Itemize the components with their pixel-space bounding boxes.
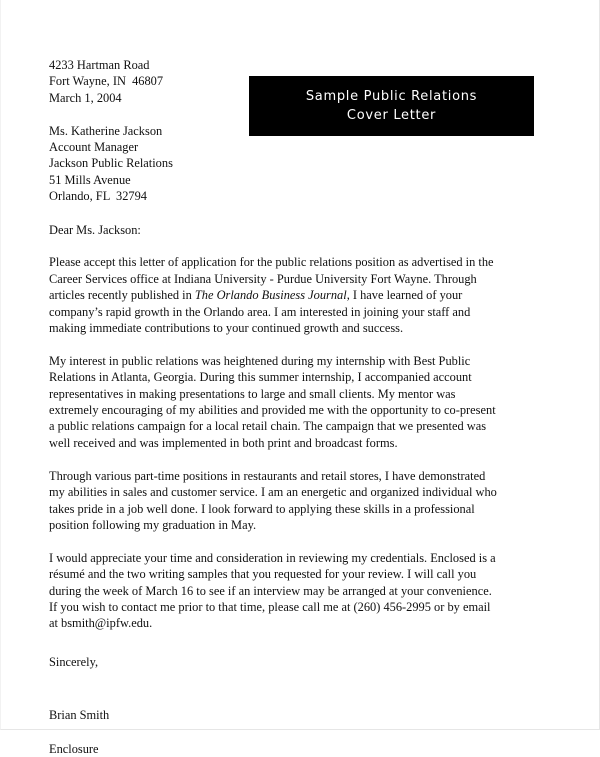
recipient-street: 51 Mills Avenue xyxy=(49,172,131,187)
banner-title-line-2: Cover Letter xyxy=(346,108,437,123)
enclosure-notation: Enclosure xyxy=(49,741,99,756)
paragraph-1-text-before-italic: Please accept this letter of application for the public relations position as advertised in the Career Services office at Indiana University - Purdue University Fort Wayne. Through articles recently published in xyxy=(49,255,494,303)
salutation: Dear Ms. Jackson: xyxy=(49,222,141,237)
recipient-company: Jackson Public Relations xyxy=(49,156,173,171)
body-paragraph-2: My interest in public relations was heightened during my internship with Best Public Relations in Atlanta, Georgia. During this summer internship, I accompanied account representatives in making presentations to large and small clients. My mentor was extremely encouraging of my abilities and provided me with the opportunity to co-present a public relations campaign for a local retail chain. The campaign that we presented was well received and was implemented in both print and broadcast forms. xyxy=(49,353,496,450)
sender-street: 4233 Hartman Road xyxy=(49,58,150,72)
paragraph-1-text-after-italic: , I have learned of your company’s rapid growth in the Orlando area. I am interested in joining your staff and making immediate contributions to your continued growth and success. xyxy=(49,288,471,336)
recipient-name: Ms. Katherine Jackson xyxy=(49,123,163,138)
publication-name: The Orlando Business Journal xyxy=(194,288,347,303)
body-paragraph-3: Through various part-time positions in restaurants and retail stores, I have demonstrated my abilities in sales and customer service. I am an energetic and organized individual who takes pride in a job well done. I look forward to applying these skills in a professional position following my graduation in May. xyxy=(49,468,497,532)
sender-address-block xyxy=(49,57,497,106)
recipient-title: Account Manager xyxy=(49,140,139,155)
recipient-city-state-zip: Orlando, FL 32794 xyxy=(49,189,147,204)
banner-title-line-1: Sample Public Relations xyxy=(305,89,478,104)
body-paragraph-1 xyxy=(49,254,497,336)
recipient-address-block xyxy=(49,123,497,205)
sender-city-state-zip: Fort Wayne, IN 46807 xyxy=(49,74,164,89)
body-paragraph-4: I would appreciate your time and consideration in reviewing my credentials. Enclosed is a résumé and the two writing samples that you requested for your review. I will call you during the week of March 16 to see if an interview may be arranged at your convenience. If you wish to contact me prior to that time, please call me at (260) 456-2995 or by email at bsmith@ipfw.edu. xyxy=(49,550,496,631)
letter-content xyxy=(49,57,497,757)
closing-salutation: Sincerely, xyxy=(49,654,99,669)
letter-date: March 1, 2004 xyxy=(49,90,122,105)
signature-name: Brian Smith xyxy=(49,708,110,723)
